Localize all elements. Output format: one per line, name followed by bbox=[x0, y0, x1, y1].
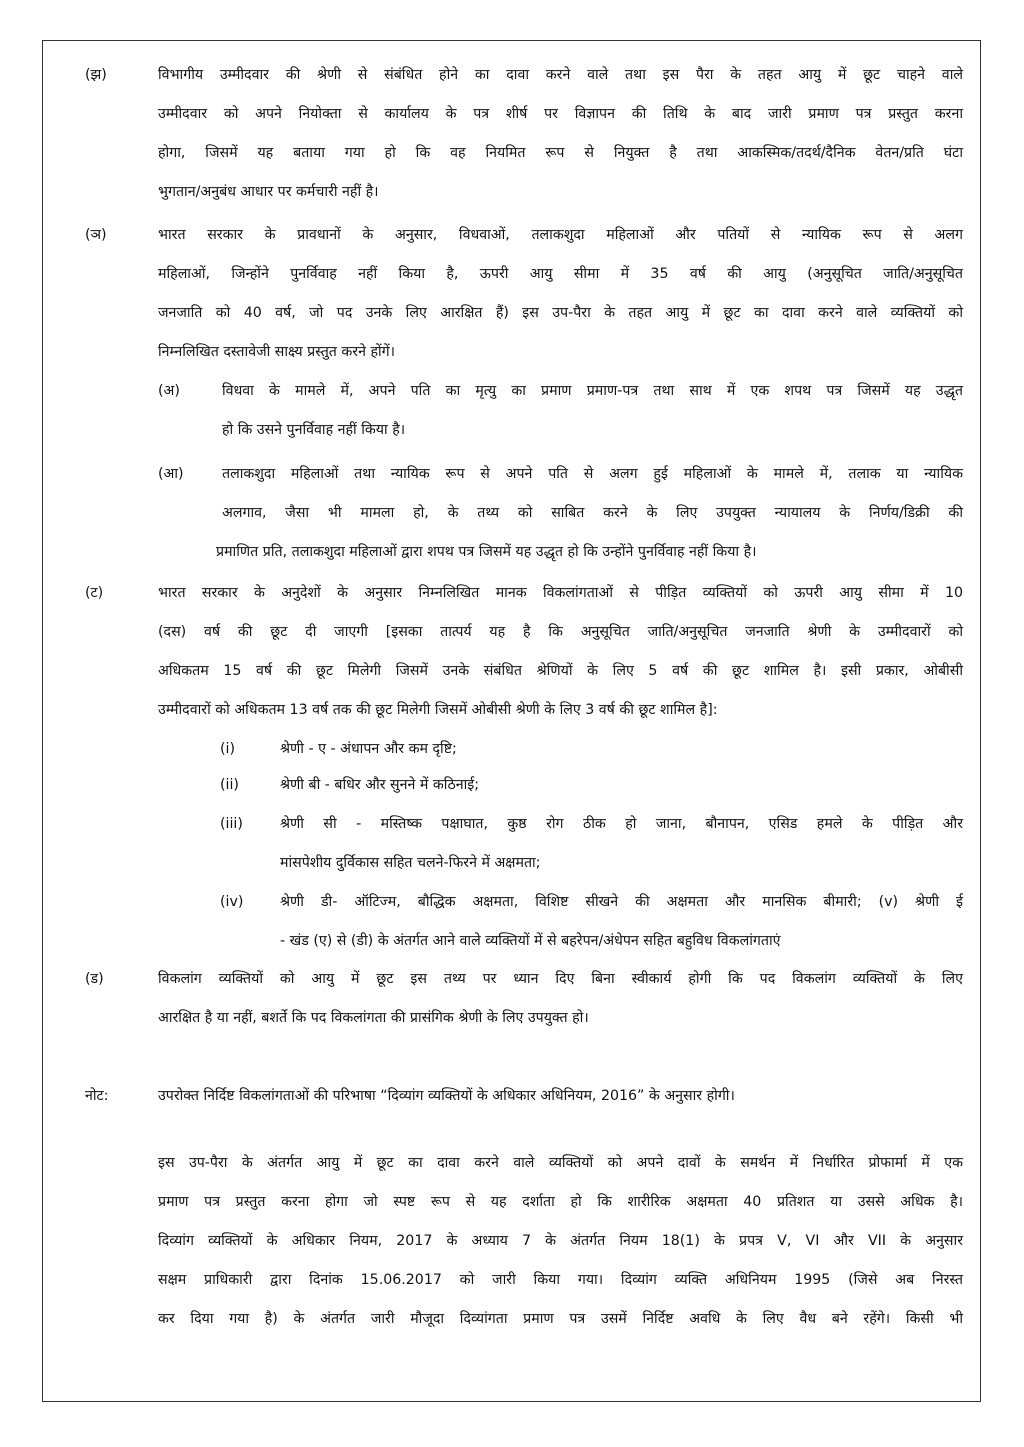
list-item-label: (i) bbox=[220, 741, 236, 757]
paragraph-sub-a bbox=[222, 372, 963, 450]
list-item-text bbox=[280, 730, 963, 769]
text-line: उपरोक्त निर्दिष्ट विकलांगताओं की परिभाषा “दिव्यांग व्यक्तियों के अधिकार अधिनियम, 2016” के अनुसार होगी। bbox=[158, 1088, 735, 1104]
text-line: होगा, जिसमें यह बताया गया हो कि वह नियमित रूप से नियुक्त है तथा आकस्मिक/तदर्थ/दैनिक वेतन/प्रति घंटा bbox=[158, 145, 963, 161]
list-item-label: (iv) bbox=[220, 894, 244, 910]
paragraph-jha bbox=[158, 56, 963, 212]
text-line: उम्मीदवारों को अधिकतम 13 वर्ष तक की छूट मिलेगी जिसमें ओबीसी श्रेणी के लिए 3 वर्ष की छूट शामिल है]: bbox=[158, 702, 718, 718]
list-item-text bbox=[280, 883, 963, 961]
text-line: श्रेणी सी - मस्तिष्क पक्षाघात, कुष्ठ रोग ठीक हो जाना, बौनापन, एसिड हमले के पीड़ित और bbox=[280, 816, 963, 832]
text-line: विकलांग व्यक्तियों को आयु में छूट इस तथ्य पर ध्यान दिए बिना स्वीकार्य होगी कि पद विकलांग व्यक्तियों के लिए bbox=[158, 971, 963, 987]
list-item-text bbox=[280, 805, 963, 883]
text-line: (दस) वर्ष की छूट दी जाएगी [इसका तात्पर्य यह है कि अनुसूचित जाति/अनुसूचित जनजाति श्रेणी के उम्मीदवारों को bbox=[158, 624, 963, 640]
section-label-da: (ड) bbox=[85, 971, 104, 987]
text-line: भुगतान/अनुबंध आधार पर कर्मचारी नहीं है। bbox=[158, 184, 379, 200]
section-label-ta: (ट) bbox=[85, 585, 104, 601]
note-text bbox=[158, 1077, 963, 1116]
subsection-label-aa: (आ) bbox=[158, 466, 184, 482]
text-line: मांसपेशीय दुर्विकास सहित चलने-फिरने में अक्षमता; bbox=[280, 855, 541, 871]
text-line: - खंड (ए) से (डी) के अंतर्गत आने वाले व्यक्तियों में से बहरेपन/अंधेपन सहित बहुविध विकलांगताएं bbox=[280, 933, 781, 949]
text-line: निम्नलिखित दस्तावेजी साक्ष्य प्रस्तुत करने होंगें। bbox=[158, 344, 396, 360]
text-line: इस उप-पैरा के अंतर्गत आयु में छूट का दावा करने वाले व्यक्तियों को अपने दावों के समर्थन में निर्धारित प्रोफार्मा में एक bbox=[158, 1155, 963, 1171]
text-line: तलाकशुदा महिलाओं तथा न्यायिक रूप से अपने पति से अलग हुई महिलाओं के मामले में, तलाक या न्यायिक bbox=[222, 466, 963, 482]
subsection-label-a: (अ) bbox=[158, 383, 180, 399]
text-line: आरक्षित है या नहीं, बशर्ते कि पद विकलांगता की प्रासंगिक श्रेणी के लिए उपयुक्त हो। bbox=[158, 1010, 589, 1026]
text-line: श्रेणी डी- ऑटिज्म, बौद्धिक अक्षमता, विशिष्ट सीखने की अक्षमता और मानसिक बीमारी; (v) श्रेणी ई bbox=[280, 894, 963, 910]
text-line: अलगाव, जैसा भी मामला हो, के तथ्य को साबित करने के लिए उपयुक्त न्यायालय के निर्णय/डिक्री की bbox=[222, 505, 963, 521]
list-item-label: (iii) bbox=[220, 816, 243, 832]
list-item-label: (ii) bbox=[220, 777, 239, 793]
paragraph-final bbox=[158, 1144, 963, 1339]
list-item-text bbox=[280, 766, 963, 805]
note-label: नोट: bbox=[85, 1088, 109, 1104]
text-line: श्रेणी - ए - अंधापन और कम दृष्टि; bbox=[280, 741, 457, 757]
text-line: श्रेणी बी - बधिर और सुनने में कठिनाई; bbox=[280, 777, 479, 793]
text-line: प्रमाणित प्रति, तलाकशुदा महिलाओं द्वारा शपथ पत्र जिसमें यह उद्धृत हो कि उन्होंने पुनर्विवाह नहीं किया है। bbox=[216, 544, 757, 560]
text-line: जनजाति को 40 वर्ष, जो पद उनके लिए आरक्षित हैं) इस उप-पैरा के तहत आयु में छूट का दावा करने वाले व्यक्तियों को bbox=[158, 305, 963, 321]
text-line: कर दिया गया है) के अंतर्गत जारी मौजूदा दिव्यांगता प्रमाण पत्र उसमें निर्दिष्ट अवधि के लिए वैध बने रहेंगे। किसी भी bbox=[158, 1311, 963, 1327]
text-line: भारत सरकार के प्रावधानों के अनुसार, विधवाओं, तलाकशुदा महिलाओं और पतियों से न्यायिक रूप से अलग bbox=[158, 227, 963, 243]
paragraph-ta bbox=[158, 574, 963, 730]
section-label-nya: (ञ) bbox=[85, 227, 107, 243]
paragraph-sub-aa bbox=[216, 455, 963, 572]
text-line: भारत सरकार के अनुदेशों के अनुसार निम्नलिखित मानक विकलांगताओं से पीड़ित व्यक्तियों को ऊपरी आयु सीमा में 10 bbox=[158, 585, 963, 601]
text-line: महिलाओं, जिन्होंने पुनर्विवाह नहीं किया है, ऊपरी आयु सीमा में 35 वर्ष की आयु (अनुसूचित जाति/अनुसूचित bbox=[158, 266, 963, 282]
text-line: दिव्यांग व्यक्तियों के अधिकार नियम, 2017 के अध्याय 7 के अंतर्गत नियम 18(1) के प्रपत्र V, VI और VII के अनुसार bbox=[158, 1233, 963, 1249]
text-line: उम्मीदवार को अपने नियोक्ता से कार्यालय के पत्र शीर्ष पर विज्ञापन की तिथि के बाद जारी प्रमाण पत्र प्रस्तुत करना bbox=[158, 106, 963, 122]
section-label-jha: (झ) bbox=[85, 67, 107, 83]
text-line: सक्षम प्राधिकारी द्वारा दिनांक 15.06.2017 को जारी किया गया। दिव्यांग व्यक्ति अधिनियम 1995 (जिसे अब निरस्त bbox=[158, 1272, 963, 1288]
paragraph-da bbox=[158, 960, 963, 1038]
text-line: हो कि उसने पुनर्विवाह नहीं किया है। bbox=[222, 422, 406, 438]
text-line: विधवा के मामले में, अपने पति का मृत्यु का प्रमाण प्रमाण-पत्र तथा साथ में एक शपथ पत्र जिसमें यह उद्धृत bbox=[222, 383, 963, 399]
text-line: विभागीय उम्मीदवार की श्रेणी से संबंधित होने का दावा करने वाले तथा इस पैरा के तहत आयु में छूट चाहने वाले bbox=[158, 67, 963, 83]
text-line: अधिकतम 15 वर्ष की छूट मिलेगी जिसमें उनके संबंधित श्रेणियों के लिए 5 वर्ष की छूट शामिल है। इसी प्रकार, ओबीसी bbox=[158, 663, 963, 679]
text-line: प्रमाण पत्र प्रस्तुत करना होगा जो स्पष्ट रूप से यह दर्शाता हो कि शारीरिक अक्षमता 40 प्रतिशत या उससे अधिक है। bbox=[158, 1194, 963, 1210]
paragraph-nya bbox=[158, 216, 963, 372]
